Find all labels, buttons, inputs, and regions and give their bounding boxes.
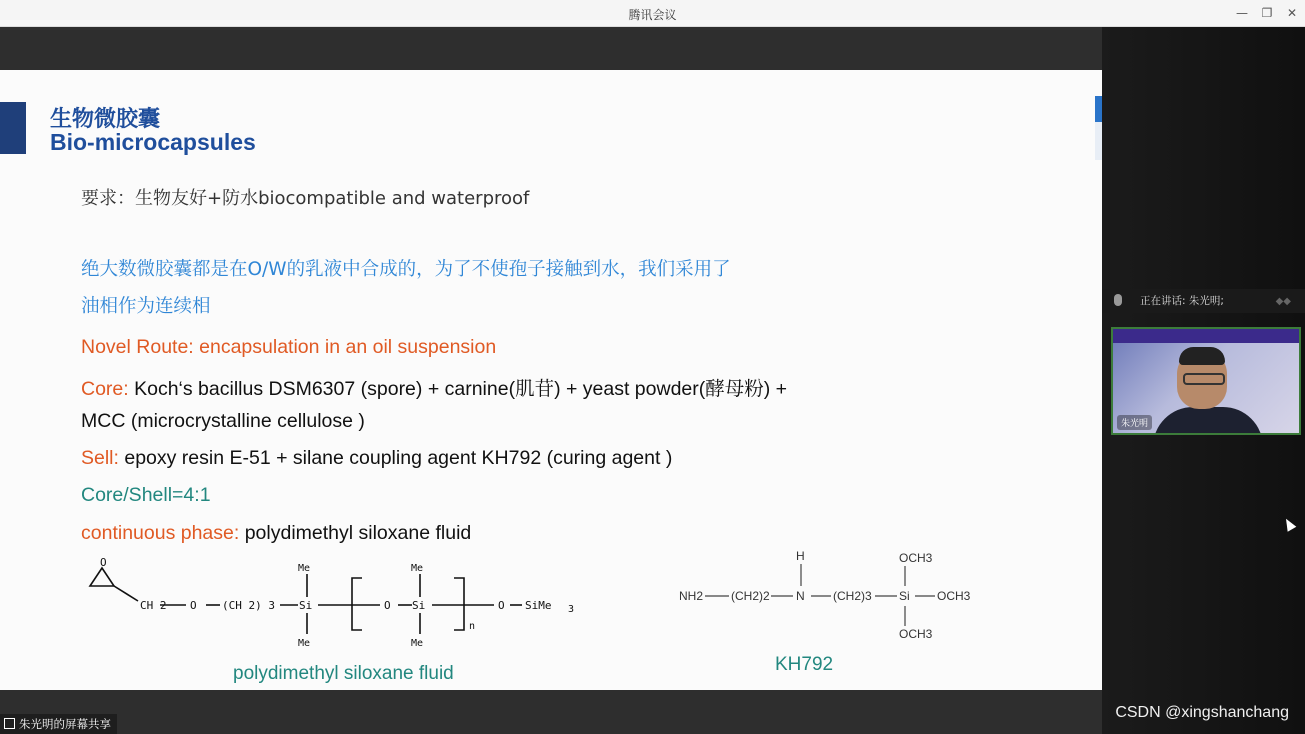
slide-title-cn: 生物微胶囊: [50, 107, 161, 132]
shell-line: [81, 447, 672, 470]
slide-accent-bar: [0, 102, 26, 154]
participant-glasses: [1183, 373, 1225, 385]
kh-ch2-2: (CH2)2: [731, 589, 770, 603]
chem-si2: Si: [412, 599, 426, 612]
kh-och3-bottom: OCH3: [899, 627, 933, 641]
kh-och3-top: OCH3: [899, 551, 933, 565]
chem-ch2: CH 2: [140, 599, 167, 612]
phase-text: polydimethyl siloxane fluid: [239, 522, 472, 544]
window-title: 腾讯会议: [628, 8, 677, 22]
chem-n: n: [469, 621, 476, 632]
kh-nh2: NH2: [679, 589, 704, 603]
screen-share-tag[interactable]: [0, 714, 117, 734]
minimize-button[interactable]: —: [1236, 6, 1248, 20]
microphone-icon: [1114, 294, 1122, 306]
slide-cn-line-1: 绝大数微胶囊都是在O/W的乳液中合成的，为了不使孢子接触到水，我们采用了: [81, 259, 731, 280]
pdms-structure-diagram: [80, 554, 590, 654]
kh-h: H: [796, 549, 805, 563]
chem-sub3: 3: [568, 604, 575, 615]
signal-icon: ◆◆: [1275, 296, 1291, 307]
chem-o3: O: [498, 599, 505, 612]
core-label: Core:: [81, 378, 129, 400]
video-slide-strip: [1113, 329, 1299, 343]
core-line-2: MCC (microcrystalline cellulose ): [81, 410, 365, 432]
core-line: [81, 373, 787, 401]
slide-edge-mark: [1095, 96, 1102, 122]
slide-title-en: Bio-microcapsules: [50, 129, 256, 155]
slide-cn-line-2: 油相作为连续相: [81, 296, 211, 317]
chem-me: Me: [298, 563, 311, 574]
chem-me: Me: [411, 563, 424, 574]
restore-button[interactable]: ❐: [1261, 6, 1273, 20]
kh-ch2-3: (CH2)3: [833, 589, 872, 603]
core-text: Koch‘s bacillus DSM6307 (spore) + carnine(肌苷) + yeast powder(酵母粉) +: [128, 378, 788, 400]
participant-video-tile[interactable]: [1111, 327, 1301, 435]
phase-label: continuous phase:: [81, 522, 240, 544]
kh792-structure-diagram: [675, 548, 985, 648]
novel-route-text: Novel Route: encapsulation in an oil suspension: [81, 336, 497, 358]
chem-ch2-3: (CH 2) 3: [222, 599, 275, 612]
core-shell-ratio: Core/Shell=4:1: [81, 484, 211, 506]
phase-line: [81, 522, 471, 545]
kh792-caption: KH792: [775, 654, 834, 675]
participant-hair: [1179, 347, 1225, 365]
chem-me: Me: [411, 638, 424, 649]
chem-si1: Si: [299, 599, 313, 612]
screen-share-label: 朱光明的屏幕共享: [19, 717, 111, 731]
meeting-bottom-area: [0, 690, 1102, 734]
pdms-caption: polydimethyl siloxane fluid: [233, 663, 454, 684]
window-title-bar: [0, 0, 1305, 27]
speaking-indicator-bar: [1102, 289, 1305, 313]
screen-share-icon: [4, 718, 15, 729]
participant-side-panel: [1102, 27, 1305, 734]
speaking-label: 正在讲话: 朱光明;: [1140, 295, 1224, 307]
chem-me: Me: [298, 638, 311, 649]
kh-och3-right: OCH3: [937, 589, 971, 603]
chem-sime3: SiMe: [525, 599, 552, 612]
kh-si: Si: [899, 589, 910, 603]
participant-name-tag: 朱光明: [1117, 415, 1152, 430]
meeting-top-area: [0, 27, 1102, 70]
slide-edge-mark-light: [1095, 122, 1102, 160]
close-button[interactable]: ✕: [1286, 6, 1298, 20]
slide-requirement: 要求：生物友好+防水biocompatible and waterproof: [81, 188, 530, 209]
csdn-watermark: CSDN @xingshanchang: [1115, 704, 1289, 721]
chem-o1: O: [190, 599, 197, 612]
svg-text:O: O: [100, 556, 107, 569]
shell-label: Sell:: [81, 447, 119, 469]
shell-text: epoxy resin E-51 + silane coupling agent KH792 (curing agent ): [118, 447, 673, 469]
kh-n: N: [796, 589, 805, 603]
shared-slide: [0, 70, 1102, 690]
participant-body: [1153, 407, 1263, 435]
chem-o2: O: [384, 599, 391, 612]
